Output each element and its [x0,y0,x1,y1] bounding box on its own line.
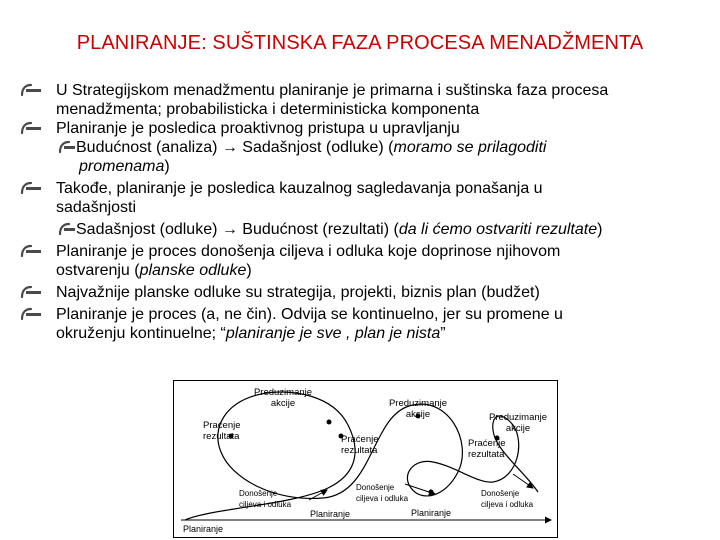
label-pracenje-1-b: rezultata [203,431,240,442]
bullet-text: ostvarenju ( [56,262,140,279]
bullet-text: Planiranje je proces donošenja ciljeva i odluka koje doprinose njihovom [56,243,561,260]
bullet-item [20,283,710,302]
bullet-text: ) [246,262,252,279]
bullet-icon [20,307,52,321]
bullet-emphasis: planiranje je sve , plan je nista [225,325,441,342]
label-pracenje-2-b: rezultata [341,445,378,456]
label-preduzimanje-3: Preduzimanje [488,412,548,423]
label-donosenje-1-b: ciljeva i odluka [239,500,292,509]
bullet-item [20,305,710,343]
bullet-icon [58,222,76,236]
bullet-item [20,179,710,217]
bullet-icon [58,140,76,154]
label-preduzimanje-1: Preduzimanje [253,387,313,398]
sub-bullet-text: Budućnost (analiza) → Sadašnjost (odluke) ( [76,139,394,156]
label-preduzimanje-2: Preduzimanje [388,398,448,409]
label-planiranje-3: Planiranje [411,508,452,518]
label-preduzimanje-1-b: akcije [270,398,296,409]
label-donosenje-3: Donošenje [481,489,520,498]
bullet-icon [20,121,52,135]
label-pracenje-2: Praćenje [341,434,379,445]
label-pracenje-1: Praćenje [203,420,241,431]
node-dot [327,420,332,425]
sub-bullet-item [20,220,710,239]
sub-bullet-text: Sadašnjost (odluke) → Budućnost (rezultati) ( [76,221,399,238]
label-pracenje-3-b: rezultata [468,449,505,460]
bullet-item [20,119,710,138]
bullet-text: menadžmenta; probabilisticka i deterministicka komponenta [56,101,480,118]
label-preduzimanje-3-b: akcije [505,423,531,434]
label-donosenje-2-b: ciljeva i odluka [356,494,409,503]
sub-bullet-item [20,138,710,176]
bullet-text: ” [440,325,446,342]
label-planiranje-1: Planiranje [183,524,224,534]
bullet-text: Planiranje je posledica proaktivnog pristupa u upravljanju [56,120,460,137]
label-preduzimanje-2-b: akcije [405,409,431,420]
bullet-icon [20,181,52,195]
bullet-text: sadašnjosti [56,199,137,216]
planning-cycle-diagram [173,380,558,538]
bullet-item [20,81,710,119]
bullet-icon [20,244,52,258]
label-donosenje-3-b: ciljeva i odluka [481,500,534,509]
bullet-text: okruženju kontinuelne; “ [56,325,226,342]
bullet-text: Planiranje je proces (a, ne čin). Odvija se kontinuelno, jer su promene u [56,306,563,323]
sub-bullet-text: ) [164,158,170,175]
sub-bullet-emphasis: promenama [79,158,165,175]
node-dot [429,490,434,495]
bullet-list [20,81,710,343]
sub-bullet-emphasis: moramo se prilagoditi [393,139,547,156]
slide-title: PLANIRANJE: SUŠTINSKA FAZA PROCESA MENADŽMENTA [76,32,644,54]
bullet-icon [20,285,52,299]
label-donosenje-1: Donošenje [239,489,278,498]
label-planiranje-2: Planiranje [310,509,351,519]
bullet-emphasis: planske odluke [139,262,247,279]
label-pracenje-3: Praćenje [468,438,506,449]
sub-bullet-emphasis: da li ćemo ostvariti rezultate [398,221,598,238]
bullet-text: U Strategijskom menadžmentu planiranje je primarna i suštinska faza procesa [56,82,609,99]
bullet-text: Najvažnije planske odluke su strategija, projekti, biznis plan (budžet) [56,284,540,301]
bullet-text: Takođe, planiranje je posledica kauzalnog sagledavanja ponašanja u [56,180,543,197]
label-donosenje-2: Donošenje [356,483,395,492]
bullet-icon [20,83,52,97]
bullet-item [20,242,710,280]
sub-bullet-text: ) [597,221,603,238]
